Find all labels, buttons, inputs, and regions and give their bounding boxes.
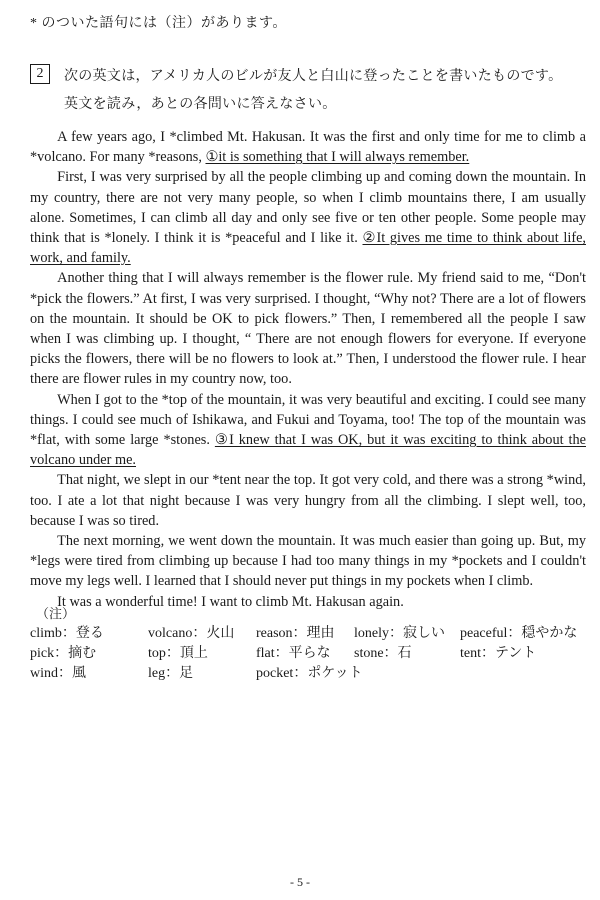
glossary-header: （注） [36, 606, 76, 621]
paragraph-5: That night, we slept in our *tent near the top. It got very cold, and there was a strong *wind, too. I ate a lot that night because I was very hungry from all the climbing. I slept well, too, because I was so tired. [30, 472, 586, 529]
gloss-climb: climb：登る [30, 626, 104, 641]
paragraph-4-text: When I got to the *top of the mountain, it was very beautiful and exciting. I could see many things. I could see much of Ishikawa, and Fukui and Toyama, too! The top of the mountain was *flat, with some large *stones. [30, 391, 586, 449]
annotation-note: * のついた語句には（注）があります。 [30, 16, 287, 31]
glossary-row-3 [30, 664, 590, 684]
underlined-phrase-3: ③I knew that I was OK, but it was exciting to think about the volcano under me. [30, 432, 586, 469]
gloss-tent: tent：テント [460, 646, 537, 661]
glossary-row-1 [30, 624, 590, 644]
gloss-wind: wind：風 [30, 666, 86, 681]
paragraph-6: The next morning, we went down the mountain. It was much easier than going up. But, my *legs were tired from climbing up because I had too many things in my *pockets and I couldn't move my legs well. I learned that I should never put things in my pockets when I climb. [30, 533, 586, 590]
gloss-pick: pick：摘む [30, 646, 97, 661]
reading-passage [30, 127, 586, 612]
gloss-pocket: pocket：ポケット [256, 666, 363, 681]
gloss-lonely: lonely：寂しい [354, 626, 445, 641]
question-instruction-line1: 次の英文は，アメリカ人のビルが友人と白山に登ったことを書いたものです。 [64, 69, 563, 84]
gloss-peaceful: peaceful：穏やかな [460, 626, 578, 641]
page-number: - 5 - [290, 875, 310, 889]
gloss-flat: flat：平らな [256, 646, 331, 661]
paragraph-3: Another thing that I will always remember is the flower rule. My friend said to me, “Don't *pick the flowers.” At first, I was very surprised. I thought, “Why not? There are a lot of flowers on the mountain. It should be OK to pick flowers.” Then, I remembered all the people I saw when I was climbing up. I thought, “ There are not enough flowers for everyone. If everyone picks the flowers, there will be no flowers to look at.” Then, I understood the flower rule. I hear there are flower rules in my country now, too. [30, 270, 586, 388]
paragraph-4 [30, 390, 586, 471]
gloss-volcano: volcano：火山 [148, 626, 235, 641]
paragraph-1-text: A few years ago, I *climbed Mt. Hakusan. It was the first and only time for me to climb a *volcano. For many *reasons, [30, 129, 586, 166]
gloss-top: top：頂上 [148, 646, 208, 661]
question-number-box: 2 [30, 64, 50, 84]
underlined-phrase-2: ②It gives me time to think about life, work, and family. [30, 230, 586, 267]
paragraph-7: It was a wonderful time! I want to climb Mt. Hakusan again. [57, 593, 404, 610]
glossary [30, 604, 590, 684]
paragraph-2-text: First, I was very surprised by all the people climbing up and coming down the mountain. In my country, there are not very many people, so when I climb mountains there, I am usually alone. Sometimes, I can climb all day and only see five or ten other people. Some people may think that is *lonely. I think it is *peaceful and I like it. [30, 169, 586, 247]
gloss-stone: stone：石 [354, 646, 412, 661]
glossary-row-2 [30, 644, 590, 664]
gloss-reason: reason：理由 [256, 626, 335, 641]
paragraph-1 [30, 127, 586, 167]
paragraph-2 [30, 167, 586, 268]
underlined-phrase-1: ①it is something that I will always remember. [205, 149, 470, 166]
question-instruction-line2: 英文を読み，あとの各問いに答えなさい。 [64, 97, 337, 112]
gloss-leg: leg：足 [148, 666, 194, 681]
